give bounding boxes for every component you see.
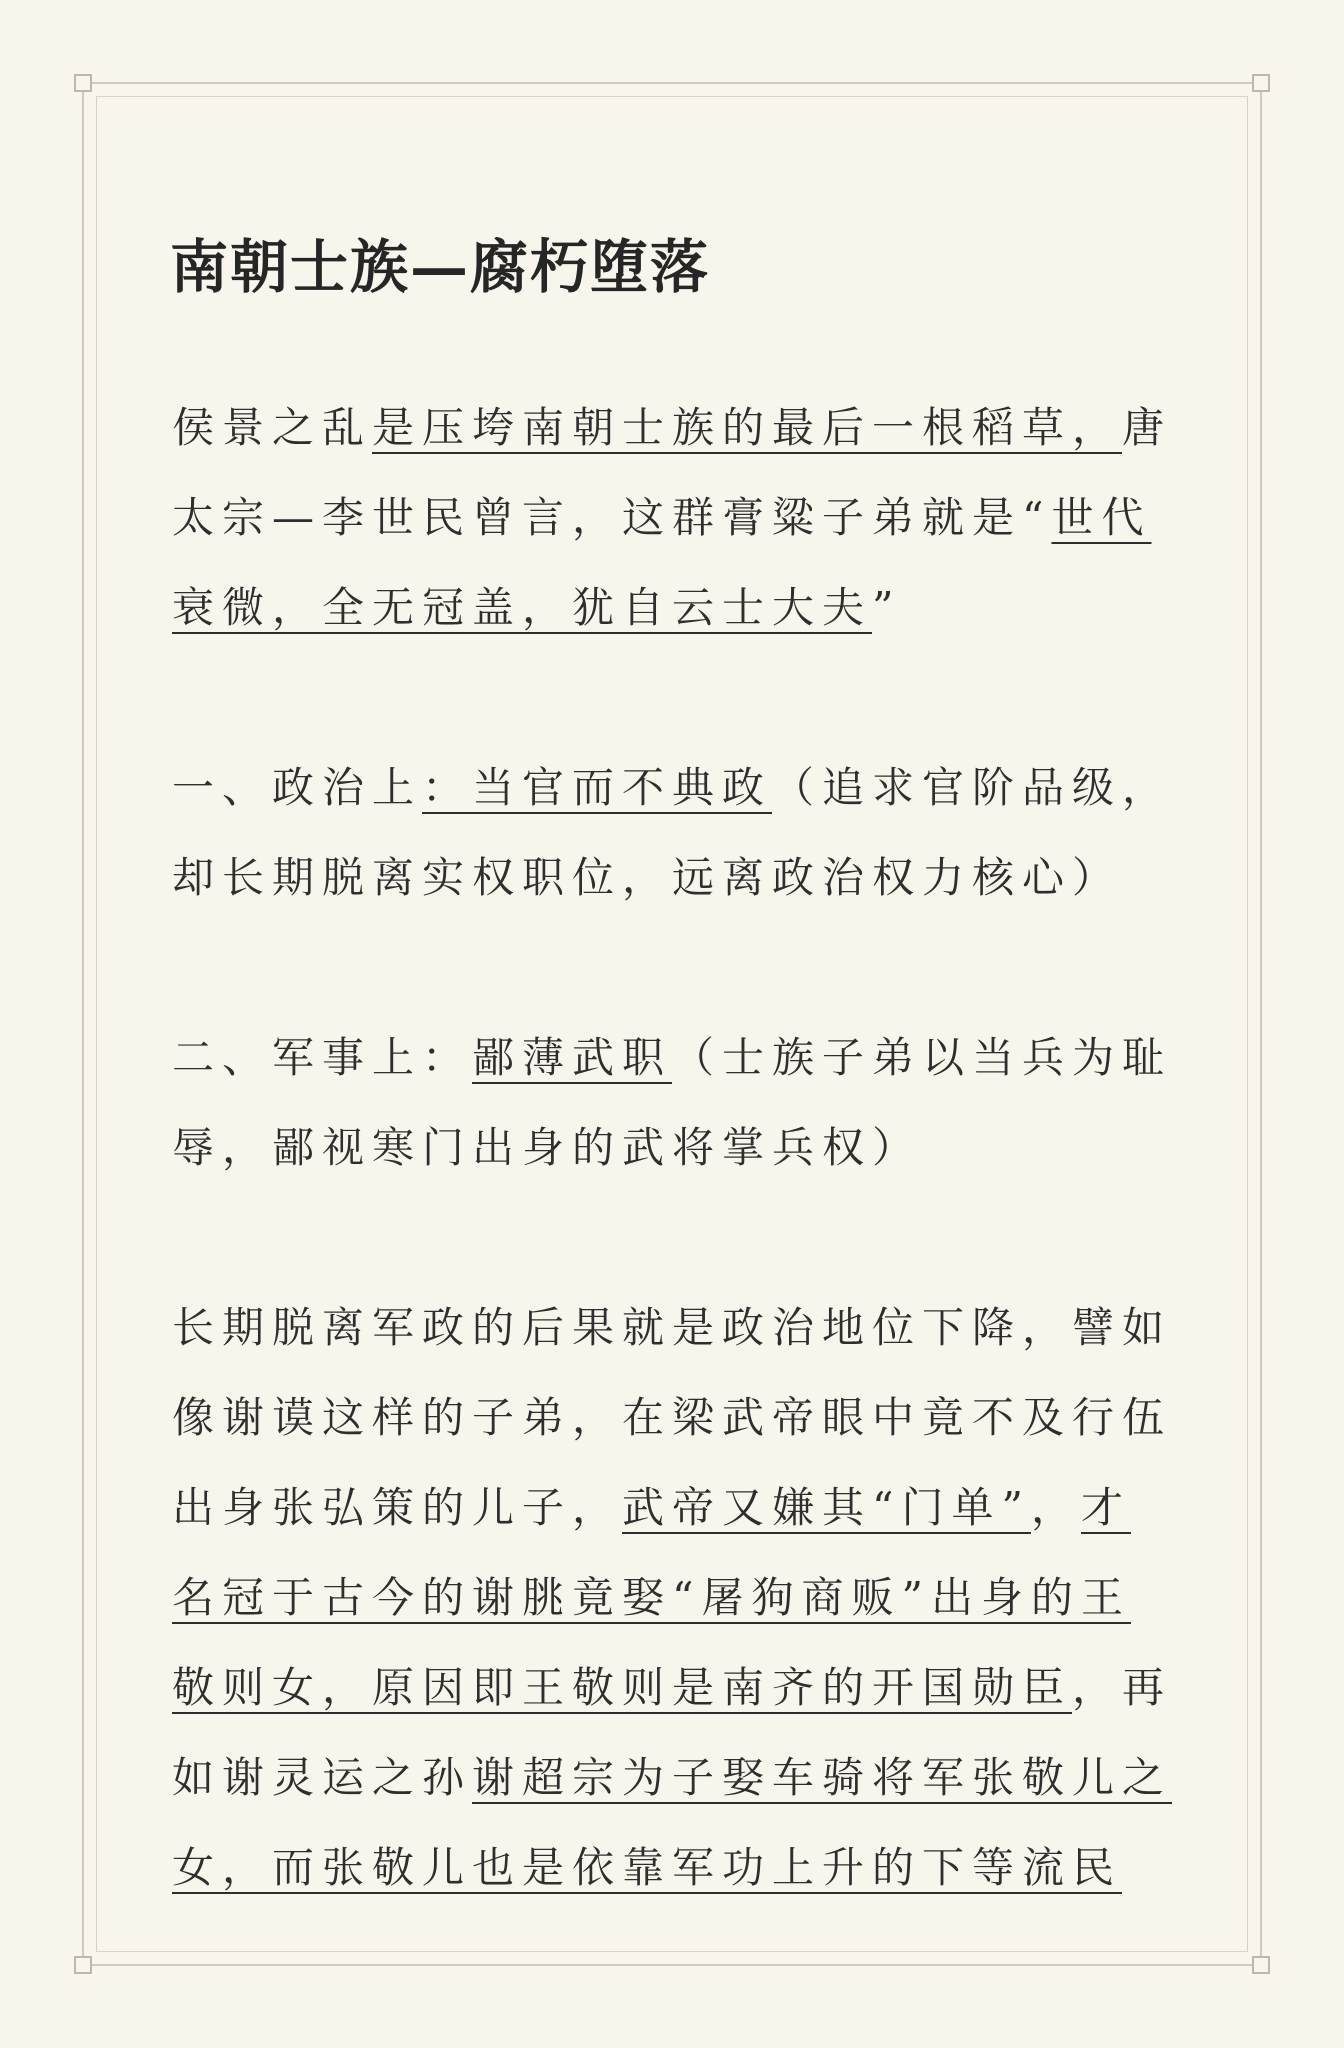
paragraph-4-line-3 xyxy=(172,1475,1131,1535)
text-segment: 却长期脱离实权职位，远离政治权力核心） xyxy=(172,853,1123,902)
underlined-text: ：当官而不典政 xyxy=(422,763,773,812)
corner-ornament-bottom-left xyxy=(74,1956,92,1974)
paragraph-2-line-1 xyxy=(172,755,1172,815)
underlined-text: 是压垮南朝士族的最后一根稻草， xyxy=(372,403,1123,452)
page-title: 南朝士族—腐朽堕落 xyxy=(170,233,711,301)
paragraph-4-line-1 xyxy=(172,1295,1172,1355)
underlined-text: 鄙薄武职 xyxy=(472,1033,673,1082)
text-segment: ，再 xyxy=(1072,1663,1173,1712)
text-segment: 二、军事上： xyxy=(172,1033,473,1082)
paragraph-1-line-2 xyxy=(172,485,1152,545)
paragraph-1-line-3 xyxy=(172,575,902,635)
text-segment: 长期脱离军政的后果就是政治地位下降，譬如 xyxy=(172,1303,1173,1352)
paragraph-2-line-2 xyxy=(172,845,1122,905)
text-segment: 如谢灵运之孙 xyxy=(172,1753,473,1802)
paragraph-4-line-2 xyxy=(172,1385,1172,1445)
paragraph-3-line-2 xyxy=(172,1115,922,1175)
paragraph-4-line-6 xyxy=(172,1745,1172,1805)
corner-ornament-bottom-right xyxy=(1252,1956,1270,1974)
underlined-text: 名冠于古今的谢朓竟娶“屠狗商贩”出身的王 xyxy=(172,1573,1131,1622)
paragraph-1-line-1 xyxy=(172,395,1172,455)
text-segment: 侯景之乱 xyxy=(172,403,373,452)
text-segment: 像谢谟这样的子弟，在梁武帝眼中竟不及行伍 xyxy=(172,1393,1173,1442)
text-segment: ” xyxy=(872,583,902,632)
paragraph-4-line-4 xyxy=(172,1565,1131,1625)
text-segment: 太宗—李世民曾言，这群膏粱子弟就是“ xyxy=(172,493,1052,542)
corner-ornament-top-right xyxy=(1252,74,1270,92)
text-segment: 唐 xyxy=(1122,403,1173,452)
underlined-text: 女，而张敬儿也是依靠军功上升的下等流民 xyxy=(172,1843,1123,1892)
underlined-text: 谢超宗为子娶车骑将军张敬儿之 xyxy=(472,1753,1173,1802)
text-segment: （士族子弟以当兵为耻 xyxy=(672,1033,1173,1082)
paragraph-4-line-5 xyxy=(172,1655,1172,1715)
underlined-text: 敬则女，原因即王敬则是南齐的开国勋臣 xyxy=(172,1663,1073,1712)
text-segment: （追求官阶品级， xyxy=(772,763,1173,812)
underlined-text: 才 xyxy=(1080,1483,1131,1532)
text-segment: 出身张弘策的儿子， xyxy=(172,1483,623,1532)
corner-ornament-top-left xyxy=(74,74,92,92)
paragraph-3-line-1 xyxy=(172,1025,1172,1085)
underlined-text: 世代 xyxy=(1051,493,1152,542)
underlined-text: 武帝又嫌其“门单” xyxy=(622,1483,1031,1532)
underlined-text: 衰微，全无冠盖，犹自云士大夫 xyxy=(172,583,873,632)
text-segment: 一、政治上 xyxy=(172,763,423,812)
paragraph-4-line-7 xyxy=(172,1835,1122,1895)
text-segment: ， xyxy=(1030,1483,1081,1532)
text-segment: 辱，鄙视寒门出身的武将掌兵权） xyxy=(172,1123,923,1172)
